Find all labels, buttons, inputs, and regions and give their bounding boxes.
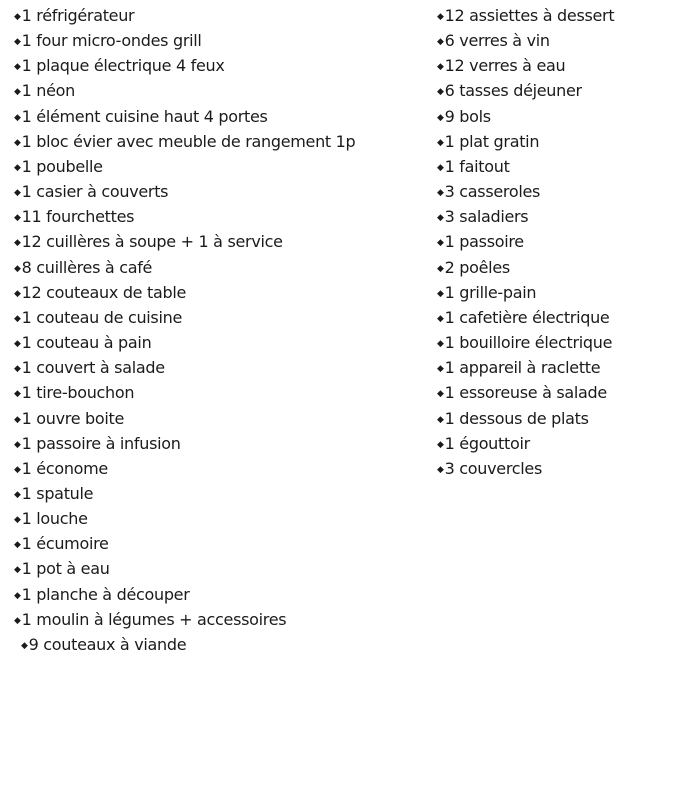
item-text: 1 dessous de plats: [444, 408, 589, 428]
item-text: 1 casier à couverts: [21, 182, 169, 202]
item-text: 1 moulin à légumes + accessoires: [21, 609, 287, 629]
list-item: [437, 331, 614, 356]
bullet-diamond-icon: ◆: [14, 112, 21, 123]
list-item: [437, 155, 614, 180]
item-text: 1 appareil à raclette: [444, 358, 601, 378]
bullet-diamond-icon: ◆: [437, 439, 444, 450]
inventory-column-left: [14, 4, 355, 658]
bullet-diamond-icon: ◆: [14, 162, 21, 173]
item-text: 3 saladiers: [444, 207, 529, 227]
item-text: 1 bloc évier avec meuble de rangement 1p: [21, 131, 356, 151]
item-text: 1 ouvre boite: [21, 408, 125, 428]
list-item: [437, 457, 614, 482]
item-text: 9 couteaux à viande: [28, 634, 187, 654]
bullet-diamond-icon: ◆: [14, 565, 21, 576]
list-item: [437, 29, 614, 54]
list-item: [437, 356, 614, 381]
bullet-diamond-icon: ◆: [437, 313, 444, 324]
bullet-diamond-icon: ◆: [14, 87, 21, 98]
bullet-diamond-icon: ◆: [14, 37, 21, 48]
list-item: [437, 230, 614, 255]
item-text: 12 verres à eau: [444, 56, 566, 76]
item-text: 2 poêles: [444, 257, 510, 277]
item-text: 8 cuillères à café: [21, 257, 153, 277]
item-text: 12 couteaux de table: [21, 282, 187, 302]
item-text: 1 poubelle: [21, 156, 103, 176]
bullet-diamond-icon: ◆: [14, 263, 21, 274]
item-text: 3 couvercles: [444, 458, 542, 478]
item-text: 3 casseroles: [444, 182, 541, 202]
item-text: 1 pot à eau: [21, 559, 110, 579]
bullet-diamond-icon: ◆: [14, 540, 21, 551]
bullet-diamond-icon: ◆: [437, 87, 444, 98]
list-item: [437, 306, 614, 331]
item-text: 1 bouilloire électrique: [444, 333, 613, 353]
bullet-diamond-icon: ◆: [437, 238, 444, 249]
item-text: 9 bols: [444, 106, 491, 126]
list-item: [437, 256, 614, 281]
item-text: 1 couvert à salade: [21, 358, 165, 378]
list-item: [14, 482, 355, 507]
list-item: [14, 583, 355, 608]
item-text: 1 couteau à pain: [21, 333, 152, 353]
item-text: 1 écumoire: [21, 534, 109, 554]
list-item: [14, 331, 355, 356]
bullet-diamond-icon: ◆: [437, 288, 444, 299]
list-item: [437, 432, 614, 457]
list-item: [14, 356, 355, 381]
list-item: [14, 608, 355, 633]
bullet-diamond-icon: ◆: [14, 288, 21, 299]
bullet-diamond-icon: ◆: [437, 464, 444, 475]
bullet-diamond-icon: ◆: [437, 389, 444, 400]
list-item: [14, 230, 355, 255]
bullet-diamond-icon: ◆: [14, 137, 21, 148]
list-item: [14, 457, 355, 482]
bullet-diamond-icon: ◆: [14, 590, 21, 601]
item-text: 1 cafetière électrique: [444, 307, 610, 327]
item-text: 1 plaque électrique 4 feux: [21, 56, 225, 76]
item-text: 1 grille-pain: [444, 282, 537, 302]
list-item: [437, 105, 614, 130]
list-item: [14, 4, 355, 29]
bullet-diamond-icon: ◆: [14, 414, 21, 425]
list-item: [14, 256, 355, 281]
bullet-diamond-icon: ◆: [14, 339, 21, 350]
list-item: [14, 29, 355, 54]
item-text: 1 réfrigérateur: [21, 6, 135, 25]
bullet-diamond-icon: ◆: [14, 489, 21, 500]
list-item: [437, 281, 614, 306]
bullet-diamond-icon: ◆: [437, 137, 444, 148]
item-text: 1 égouttoir: [444, 433, 530, 453]
item-text: 12 cuillères à soupe + 1 à service: [21, 232, 283, 252]
bullet-diamond-icon: ◆: [437, 188, 444, 199]
list-item: [14, 281, 355, 306]
list-item: [14, 532, 355, 557]
bullet-diamond-icon: ◆: [21, 640, 28, 651]
item-text: 1 spatule: [21, 483, 94, 503]
list-item: [14, 381, 355, 406]
bullet-diamond-icon: ◆: [14, 464, 21, 475]
bullet-diamond-icon: ◆: [437, 414, 444, 425]
inventory-column-right: [437, 4, 614, 482]
list-item: [437, 79, 614, 104]
item-text: 1 passoire: [444, 232, 524, 252]
bullet-diamond-icon: ◆: [14, 389, 21, 400]
item-text: 1 tire-bouchon: [21, 383, 135, 403]
bullet-diamond-icon: ◆: [14, 515, 21, 526]
item-text: 1 couteau de cuisine: [21, 307, 183, 327]
item-text: 1 économe: [21, 458, 108, 478]
list-item: [14, 130, 355, 155]
bullet-diamond-icon: ◆: [14, 313, 21, 324]
bullet-diamond-icon: ◆: [14, 615, 21, 626]
list-item: [437, 54, 614, 79]
list-item: [437, 205, 614, 230]
item-text: 1 essoreuse à salade: [444, 383, 607, 403]
item-text: 1 plat gratin: [444, 131, 540, 151]
list-item: [14, 557, 355, 582]
bullet-diamond-icon: ◆: [437, 12, 444, 22]
bullet-diamond-icon: ◆: [14, 62, 21, 73]
item-text: 1 louche: [21, 509, 88, 529]
item-text: 1 planche à découper: [21, 584, 190, 604]
bullet-diamond-icon: ◆: [14, 213, 21, 224]
list-item: [14, 432, 355, 457]
bullet-diamond-icon: ◆: [437, 263, 444, 274]
item-text: 6 tasses déjeuner: [444, 81, 582, 101]
bullet-diamond-icon: ◆: [437, 62, 444, 73]
list-item: [14, 180, 355, 205]
list-item: [14, 507, 355, 532]
item-text: 1 passoire à infusion: [21, 433, 181, 453]
list-item: [14, 306, 355, 331]
bullet-diamond-icon: ◆: [437, 162, 444, 173]
bullet-diamond-icon: ◆: [14, 188, 21, 199]
item-text: 1 four micro-ondes grill: [21, 31, 202, 51]
bullet-diamond-icon: ◆: [437, 364, 444, 375]
item-text: 1 élément cuisine haut 4 portes: [21, 106, 268, 126]
list-item: [14, 54, 355, 79]
list-item: [14, 79, 355, 104]
list-item: [14, 105, 355, 130]
item-text: 11 fourchettes: [21, 207, 135, 227]
list-item: [437, 4, 614, 29]
list-item: [437, 180, 614, 205]
bullet-diamond-icon: ◆: [14, 238, 21, 249]
bullet-diamond-icon: ◆: [14, 364, 21, 375]
list-item: [437, 381, 614, 406]
list-item: [14, 407, 355, 432]
bullet-diamond-icon: ◆: [437, 339, 444, 350]
list-item: [14, 633, 355, 658]
bullet-diamond-icon: ◆: [14, 12, 21, 22]
list-item: [14, 205, 355, 230]
list-item: [437, 130, 614, 155]
bullet-diamond-icon: ◆: [437, 37, 444, 48]
bullet-diamond-icon: ◆: [437, 213, 444, 224]
item-text: 12 assiettes à dessert: [444, 6, 615, 25]
list-item: [14, 155, 355, 180]
bullet-diamond-icon: ◆: [437, 112, 444, 123]
bullet-diamond-icon: ◆: [14, 439, 21, 450]
item-text: 6 verres à vin: [444, 31, 550, 51]
item-text: 1 faitout: [444, 156, 510, 176]
list-item: [437, 407, 614, 432]
item-text: 1 néon: [21, 81, 76, 101]
